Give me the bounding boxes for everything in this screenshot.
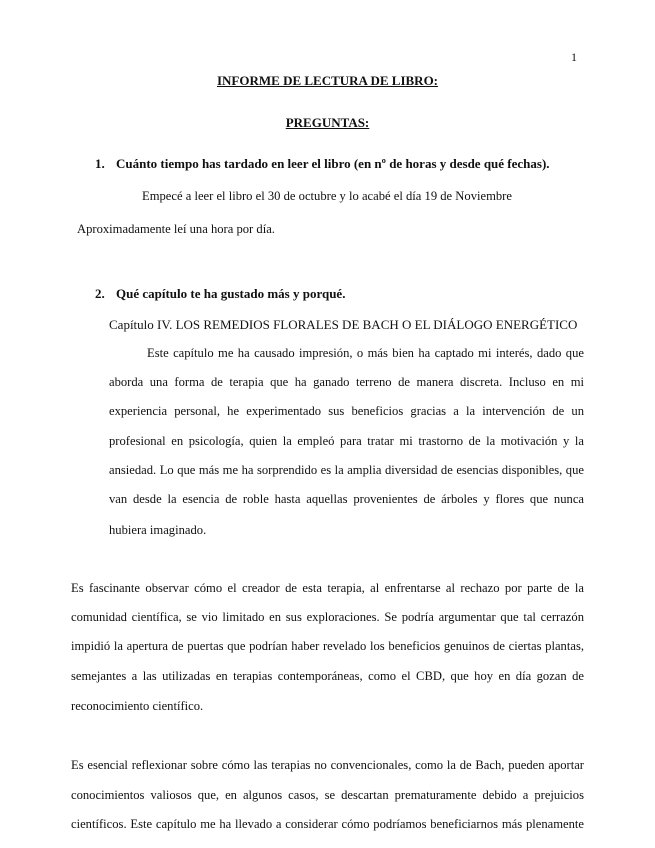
section-subtitle: PREGUNTAS: xyxy=(285,115,370,130)
question-1-number: 1. xyxy=(95,156,105,171)
paragraph-1-line: aborda una forma de terapia que ha ganado terreno de manera discreta. Incluso en mi xyxy=(109,375,584,389)
paragraph-1-line: Este capítulo me ha causado impresión, o más bien ha captado mi interés, dado que xyxy=(147,346,584,360)
answer-1-line-2: Aproximadamente leí una hora por día. xyxy=(77,222,275,236)
paragraph-3-line: Es esencial reflexionar sobre cómo las terapias no convencionales, como la de Bach, pueden aportar xyxy=(71,758,584,772)
paragraph-1-line: ansiedad. Lo que más me ha sorprendido es la amplia diversidad de esencias disponibles, que xyxy=(109,463,584,477)
paragraph-1-line: hubiera imaginado. xyxy=(109,523,207,537)
paragraph-3-line: conocimientos valiosos que, en algunos casos, se descartan prematuramente debido a prejuicios xyxy=(71,788,584,802)
paragraph-2-line: reconocimiento científico. xyxy=(71,699,204,713)
document-title: INFORME DE LECTURA DE LIBRO: xyxy=(216,73,439,88)
paragraph-2-line: semejantes a las utilizadas en terapias contemporáneas, como el CBD, que hoy en día gozan de xyxy=(71,669,584,683)
question-2-number: 2. xyxy=(95,286,105,301)
page-number: 1 xyxy=(571,50,577,64)
answer-1-line-1: Empecé a leer el libro el 30 de octubre y lo acabé el día 19 de Noviembre xyxy=(142,189,512,203)
paragraph-3-line: científicos. Este capítulo me ha llevado a considerar cómo podríamos beneficiarnos más plenamente xyxy=(71,817,584,831)
paragraph-2-line: impidió la apertura de puertas que podrían haber revelado los beneficios genuinos de ciertas plantas, xyxy=(71,639,584,653)
paragraph-1-line: profesional en psicología, quien la empleó para tratar mi trastorno de la motivación y la xyxy=(109,434,584,448)
question-2-text: Qué capítulo te ha gustado más y porqué. xyxy=(116,286,346,301)
paragraph-2-line: Es fascinante observar cómo el creador de esta terapia, al enfrentarse al rechazo por parte de la xyxy=(71,581,584,595)
question-1-text: Cuánto tiempo has tardado en leer el libro (en nº de horas y desde qué fechas). xyxy=(116,156,550,171)
paragraph-1-line: experiencia personal, he experimentado sus beneficios gracias a la intervención de un xyxy=(109,404,584,418)
paragraph-2-line: comunidad científica, se vio limitado en sus exploraciones. Se podría argumentar que tal cerrazón xyxy=(71,610,584,624)
paragraph-1-line: van desde la esencia de roble hasta aquellas provenientes de árboles y flores que nunca xyxy=(109,492,584,506)
chapter-heading: Capítulo IV. LOS REMEDIOS FLORALES DE BACH O EL DIÁLOGO ENERGÉTICO xyxy=(109,317,578,332)
